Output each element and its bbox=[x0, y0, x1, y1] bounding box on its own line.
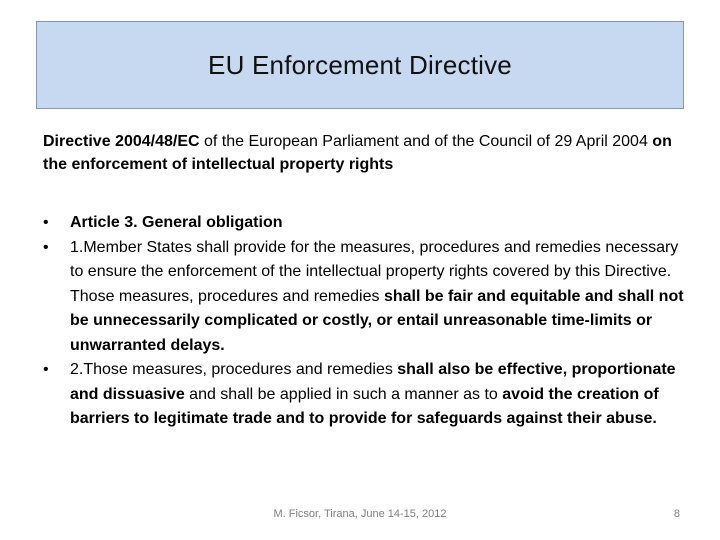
page-number: 8 bbox=[673, 508, 680, 520]
bullet-text-segment: Article 3. General obligation bbox=[70, 214, 283, 231]
bullet-item bbox=[43, 211, 693, 236]
slide-title: EU Enforcement Directive bbox=[208, 49, 512, 80]
bullet-text-segment: shall also be effective, proportionate and dissuasive bbox=[70, 361, 676, 403]
bullet-dot: • bbox=[43, 361, 49, 378]
intro-paragraph bbox=[43, 130, 683, 176]
intro-text: of the European Parliament and of the Council of 29 April 2004 bbox=[199, 133, 653, 150]
bullet-text-segment: shall be fair and equitable and shall not be unnecessarily complicated or costly, or entail unreasonable time-limits or unwarranted delays. bbox=[70, 287, 684, 354]
bullet-item bbox=[43, 358, 693, 432]
bullet-list bbox=[43, 211, 693, 432]
intro-subject: on the enforcement of intellectual property rights bbox=[43, 133, 672, 173]
bullet-item bbox=[43, 236, 693, 359]
bullet-text-segment: 2.Those measures, procedures and remedies bbox=[70, 361, 398, 378]
bullet-text-segment: 1.Member States shall provide for the measures, procedures and remedies necessary to ensure the enforcement of the intellectual property rights covered by this Directive. Those measures, procedures and remedies bbox=[70, 238, 679, 305]
bullet-dot: • bbox=[43, 214, 49, 231]
footer-text: M. Ficsor, Tirana, June 14-15, 2012 bbox=[273, 508, 447, 520]
intro-directive-ref: Directive 2004/48/EC bbox=[43, 133, 200, 150]
bullet-text-segment: avoid the creation of barriers to legitimate trade and to provide for safeguards against their abuse. bbox=[70, 385, 659, 427]
title-box bbox=[36, 21, 684, 109]
bullet-text-segment: and shall be applied in such a manner as to bbox=[184, 385, 503, 403]
bullet-dot: • bbox=[43, 238, 49, 256]
